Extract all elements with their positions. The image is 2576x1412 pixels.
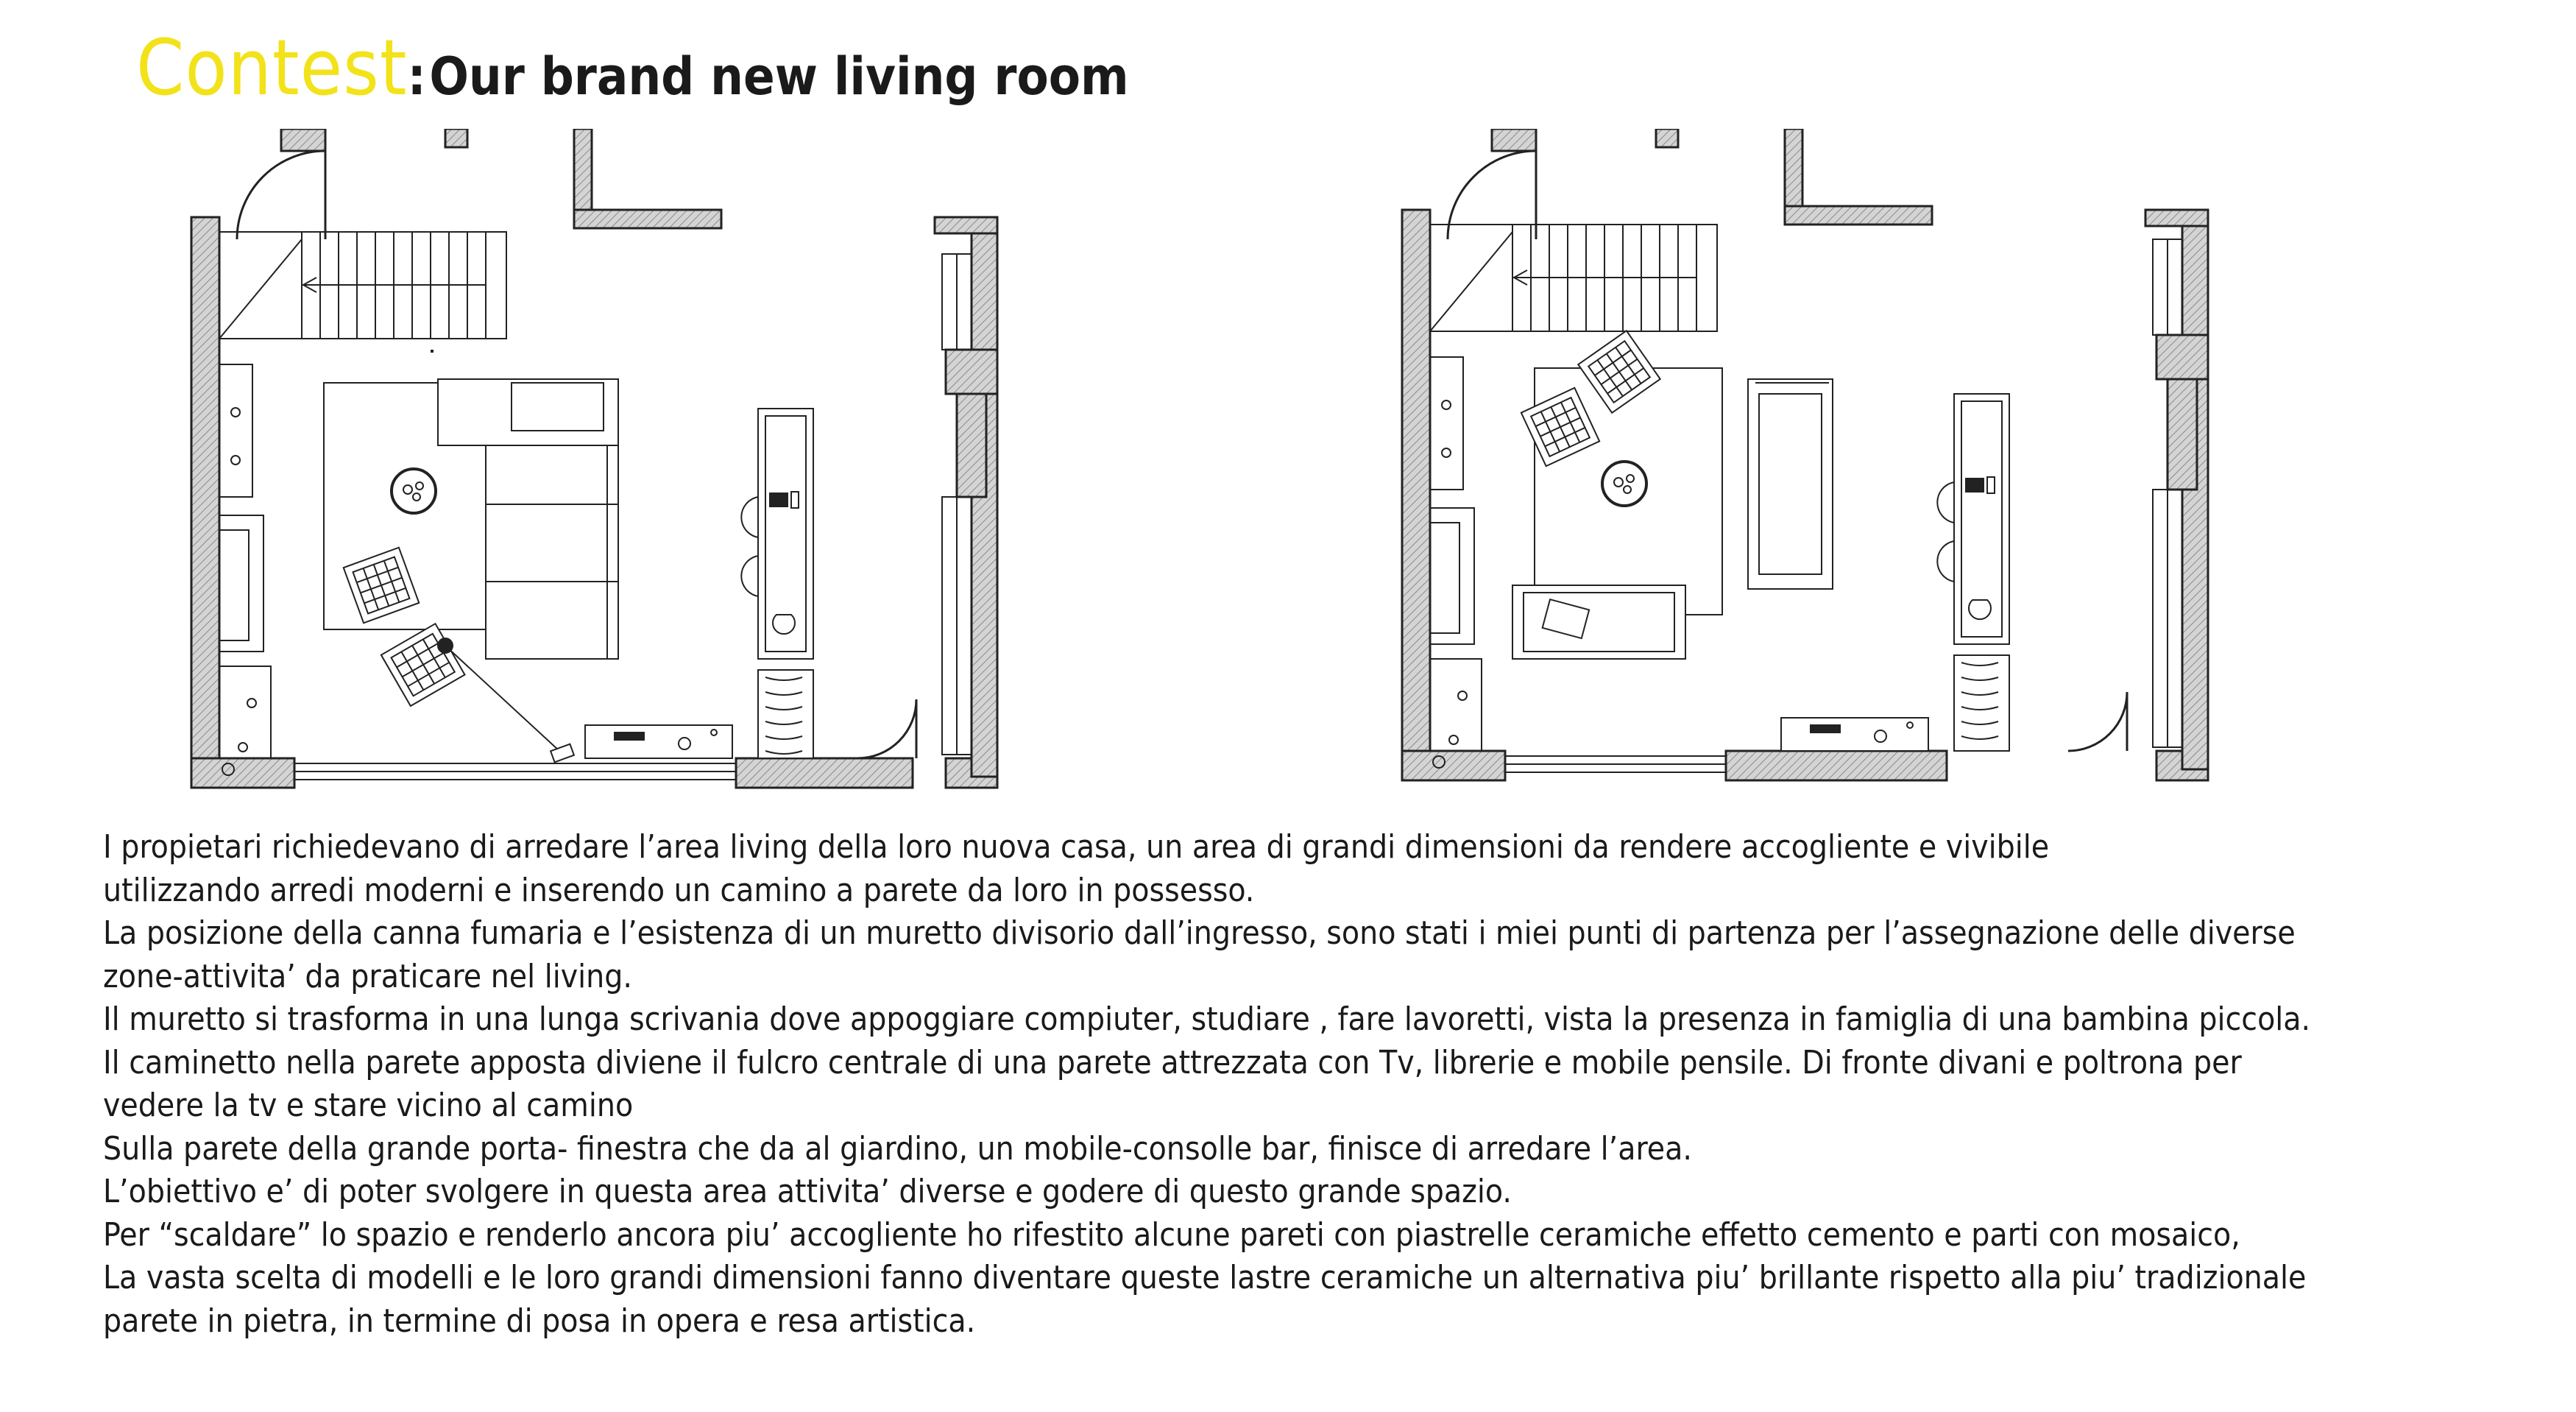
kitchen-counter bbox=[219, 364, 271, 758]
title-highlight: Contest bbox=[136, 23, 408, 113]
description-line: La posizione della canna fumaria e l’esistenza di un muretto divisorio dall’ingresso, sono stati i miei punti di partenza per l’assegnazione delle diverse bbox=[103, 914, 2296, 952]
window-frames bbox=[294, 254, 972, 780]
description-line: zone-attivita’ da praticare nel living. bbox=[103, 957, 632, 995]
kitchen-counter bbox=[1430, 357, 1482, 751]
desk-wall bbox=[741, 409, 813, 758]
staircase bbox=[1430, 225, 1717, 331]
floor-plan-option-b bbox=[1387, 129, 2219, 791]
floor-plan-option-a bbox=[177, 129, 1008, 791]
description-line: parete in pietra, in termine di posa in opera e resa artistica. bbox=[103, 1302, 976, 1340]
garden-door bbox=[2068, 692, 2127, 751]
description-line: Il caminetto nella parete apposta diviene il fulcro centrale di una parete attrezzata con Tv, librerie e mobile pensile. Di fronte divani e poltrona per bbox=[103, 1043, 2242, 1081]
description-text bbox=[103, 826, 2532, 1343]
title-separator: : bbox=[407, 46, 426, 107]
entrance-door bbox=[1448, 151, 1536, 239]
description-line: vedere la tv e stare vicino al camino bbox=[103, 1087, 634, 1124]
page-title bbox=[136, 23, 1129, 113]
armchairs bbox=[1521, 331, 1660, 466]
tv-console bbox=[1781, 718, 1928, 751]
staircase bbox=[219, 232, 506, 339]
description-line: Sulla parete della grande porta- finestra che da al giardino, un mobile-consolle bar, finisce di arredare l’area. bbox=[103, 1129, 1692, 1168]
description-line: Il muretto si trasforma in una lunga scrivania dove appoggiare compiuter, studiare , fare lavoretti, vista la presenza in famiglia di una bambina piccola. bbox=[103, 1000, 2311, 1038]
entrance-door bbox=[237, 151, 325, 239]
garden-door bbox=[857, 699, 916, 758]
description-line: Per “scaldare” lo spazio e renderlo ancora piu’ accogliente ho rifestito alcune pareti con piastrelle ceramiche effetto cemento e parti con mosaico, bbox=[103, 1215, 2240, 1254]
window-frames bbox=[1505, 239, 2182, 772]
title-text: Our brand new living room bbox=[429, 46, 1129, 107]
description-line: utilizzando arredi moderni e inserendo un camino a parete da loro in possesso. bbox=[103, 871, 1255, 909]
description-line: L’obiettivo e’ di poter svolgere in questa area attivita’ diverse e godere di questo grande spazio. bbox=[103, 1173, 1512, 1210]
description-line: I propietari richiedevano di arredare l’area living della loro nuova casa, un area di grandi dimensioni da rendere accogliente e vivibile bbox=[103, 828, 2050, 866]
corner-sofa bbox=[438, 379, 618, 659]
description-line: La vasta scelta di modelli e le loro grandi dimensioni fanno diventare queste lastre ceramiche un alternativa piu’ brillante rispetto alla piu’ tradizionale bbox=[103, 1259, 2307, 1296]
tv-console bbox=[585, 725, 732, 758]
desk-wall bbox=[1937, 394, 2009, 751]
